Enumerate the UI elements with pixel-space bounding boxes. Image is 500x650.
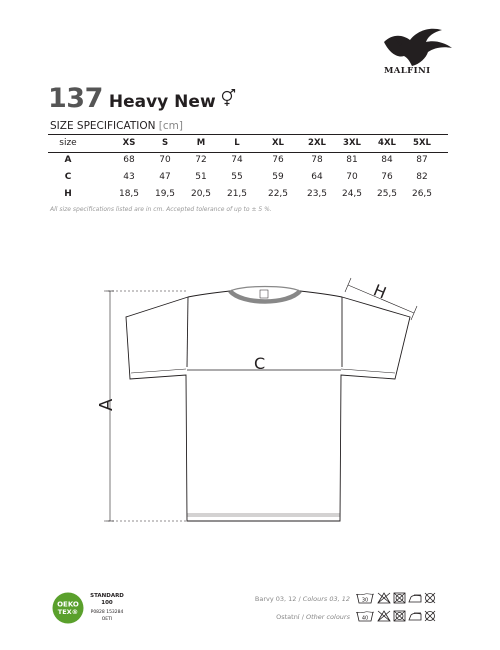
other-cz: Ostatní [276, 613, 300, 621]
size-spec-title: SIZE SPECIFICATION [50, 120, 156, 132]
table-cell: 22,5 [267, 189, 289, 199]
table-cell: 78 [311, 155, 323, 165]
table-row [48, 169, 448, 186]
label-c: C [254, 354, 266, 373]
no-dry-clean-icon [425, 611, 435, 621]
row-label: A [64, 155, 72, 165]
table-cell: 23,5 [306, 189, 328, 199]
care-symbols-row-other [356, 610, 452, 622]
table-cell: 82 [416, 172, 428, 182]
wash-temp-1: 30 [361, 597, 369, 604]
iron-icon [409, 595, 421, 602]
table-cell: 24,5 [341, 189, 363, 199]
certification-text [90, 593, 124, 623]
oeko-tex-icon [52, 592, 84, 624]
tshirt-diagram [92, 275, 422, 535]
table-cell: 70 [346, 172, 358, 182]
oeko-logo-top: OEKO [57, 600, 79, 609]
table-cell: 18,5 [118, 189, 140, 199]
table-cell: 87 [416, 155, 428, 165]
cert-standard: STANDARD [90, 593, 124, 599]
header-4xl: 4XL [378, 138, 396, 148]
gender-unisex-icon [220, 89, 236, 107]
table-cell: 68 [123, 155, 135, 165]
no-tumble-dry-icon [394, 611, 405, 621]
table-cell: 51 [195, 172, 207, 182]
other-colours-line: Ostatní / Other colours [276, 613, 350, 621]
iron-icon [409, 613, 421, 620]
table-cell: 74 [231, 155, 243, 165]
table-header-row [48, 135, 448, 152]
no-tumble-dry-icon [394, 593, 405, 603]
no-bleach-icon [378, 611, 390, 621]
header-size: size [59, 138, 77, 148]
cert-standard-number: 100 [101, 600, 113, 606]
table-row [48, 186, 448, 203]
table-cell: 72 [195, 155, 207, 165]
product-title [48, 83, 236, 113]
table-cell: 25,5 [376, 189, 398, 199]
row-label: H [64, 189, 72, 199]
oeko-logo-bottom: TEX® [57, 608, 79, 616]
other-en: Other colours [305, 613, 350, 621]
header-m: M [196, 138, 206, 148]
header-xl: XL [272, 138, 284, 148]
row-label: C [64, 172, 72, 182]
wash-temp-2: 40 [361, 615, 369, 622]
header-2xl: 2XL [308, 138, 326, 148]
table-cell: 43 [123, 172, 135, 182]
table-cell: 21,5 [226, 189, 248, 199]
product-name: Heavy New [108, 92, 216, 112]
no-bleach-icon [378, 593, 390, 603]
brand-name: MALFINI [384, 66, 431, 76]
wash-icon [356, 612, 374, 622]
table-cell: 70 [159, 155, 171, 165]
table-cell: 19,5 [154, 189, 176, 199]
table-cell: 76 [381, 172, 393, 182]
size-spec-heading [50, 120, 183, 132]
table-cell: 76 [272, 155, 284, 165]
header-5xl: 5XL [413, 138, 431, 148]
colours-line: Barvy 03, 12 / Colours 03, 12 [254, 595, 350, 603]
table-cell: 26,5 [411, 189, 433, 199]
table-cell: 20,5 [190, 189, 212, 199]
cert-institute: OETI [101, 617, 113, 622]
colours-cz: Barvy 03, 12 [254, 595, 297, 603]
header-xs: XS [122, 138, 136, 148]
table-cell: 59 [272, 172, 284, 182]
header-3xl: 3XL [343, 138, 361, 148]
care-symbols-row [356, 592, 452, 604]
table-row [48, 152, 448, 169]
label-a: A [96, 398, 117, 411]
table-cell: 55 [231, 172, 243, 182]
wash-icon [356, 594, 374, 604]
header-s: S [161, 138, 169, 148]
cert-code: P0828 153284 [90, 610, 124, 615]
table-cell: 84 [381, 155, 393, 165]
label-h: H [370, 280, 389, 303]
tolerance-note: All size specifications listed are in cm. Accepted tolerance of up to ± 5 %. [50, 206, 272, 213]
no-dry-clean-icon [425, 593, 435, 603]
table-cell: 47 [159, 172, 171, 182]
table-cell: 64 [311, 172, 323, 182]
size-spec-unit: [cm] [158, 120, 183, 132]
colours-en: Colours 03, 12 [302, 595, 350, 603]
header-l: L [234, 138, 240, 148]
table-cell: 81 [346, 155, 358, 165]
product-number: 137 [48, 83, 103, 114]
